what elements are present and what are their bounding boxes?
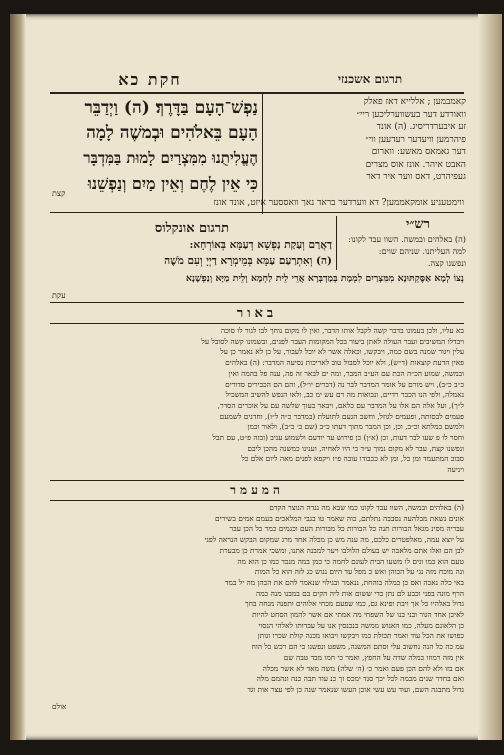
- translation-line: קאמבמען ; אללייא דאז פאלק: [363, 97, 466, 107]
- translation-line: געפיהרט, דאס ווער איר דאר: [366, 172, 466, 182]
- page-edge-shadow: [478, 14, 502, 740]
- biur-line: ולמשם במלתא וכ״ב, וכן, וכן המבר מתוך דעתו כ״ב (שם ב׳ כ״ב), ולאור וכמן: [247, 422, 464, 432]
- onkelos-line: דַאֲרַם וְעַקַת נַפְשָׁא דְעַמָּא בְּאוֹרְחָא:: [189, 239, 332, 251]
- biur-commentary: [52, 326, 464, 476]
- biur-line: ויבדלו המשיבים ועבר העולה לאתן ביעור בכל המקומות העבר לפנים, ובשמונו קשה לסובל על: [201, 336, 464, 346]
- biur-line: בא עליו, ולכן בעמונו בדבר קשה לקבל אותו הדבר, ואין לו מקום נוחך לבו לגור לו סוכה: [220, 326, 464, 335]
- hameamer-heading: המעמר: [230, 483, 284, 497]
- hameamer-line: ואם בחדר שנים מכמה לכל יכך סנד ימכס זך כנ עוד תבה כנה ונהמם מלה: [256, 674, 464, 684]
- biur-line: סבוב המתעמד ומן כל, ומן לא ככבודו עובה פ״ז ויקפא לפנים מאה ליום אלם כל: [241, 454, 464, 464]
- verse-line: נַפְשׁ־הָעָם בַּדָּרֶךְ׃ (ה) וַיְדַבֵּר: [84, 98, 258, 118]
- hameamer-line: עמ כה כל הנה נחשוב עלי וסתם המשנה, משפט ונפשנו כי הם רכש כל הוח: [251, 642, 464, 652]
- biur-line: ובמשה, שמוע הכ״ה הכת עם הע״ב המבר, ומה ים לבאר זה פה, ענה פל בהמה ואין: [228, 368, 464, 378]
- biur-rule-2: [50, 323, 464, 324]
- onkelos-line: נְצוֹ לְמָא אַסֶּקְתּוּנָא מִמִּצְרַיִם לִמְמָת בְּמַדְבְּרָא אֲרֵי לֵית לַחְמָא וְלֵית מַיָּא וְנַפְשָׁנָא: [185, 273, 464, 284]
- catchword-bottom: אולם: [52, 702, 67, 711]
- rashi-text-2: למה העליתנו. שניהם שוים:: [378, 246, 466, 256]
- hameamer-line: גדול באלהיו כל אך ויבת ופינא גם, כמו שפעם מכחי אלוהים ותפנה מנחה בחך: [245, 599, 464, 609]
- main-verse-block: [52, 96, 258, 196]
- hameamer-line: כפושו את הכל עוד ואמר תכולת כמו ויבקשו ויבואו מכנה קולת שכרו ונותן: [257, 631, 464, 641]
- rashi-text-3: ונפשנו קצה.: [427, 258, 466, 268]
- translation-line: וואורדע דער בעשווערליכען ריי״: [356, 109, 466, 120]
- verse-line: כִּי אֵין לֶחֶם וְאֵין מַיִם וְנַפְשֵׁנוּ: [87, 174, 258, 193]
- biur-heading: באור: [236, 306, 278, 321]
- biur-line: פאין הדעת קוצאות (ד״ש), ולא יוכל לסבול טוב לאריכות נסיעה המדבר: (ה) באלהים: [225, 358, 464, 368]
- running-head-left: חקת כא: [118, 70, 182, 89]
- hameamer-line: אונים נשאת מבלהעה נסבבה נתלתם, כוה שאמר טו בגבי המלאכים בעמם אמים בשירים: [215, 513, 464, 523]
- onkelos-heading: תרגום אונקלוס: [154, 221, 230, 236]
- book-page: [10, 14, 502, 740]
- hameamer-line: באי כלה נאכה ואס כן כמלה בוהחת, ננאמר ובגילוי שנאמר להם את הכהן מה יל במד: [224, 577, 464, 587]
- verse-line: הָעָם בֵּאלֹהִים וּבְמשֶׁה לָמָה: [86, 123, 258, 143]
- running-head-right: תרגום אשכנזי: [337, 72, 403, 86]
- page-gutter: [10, 14, 26, 740]
- head-rule: [50, 92, 464, 94]
- hameamer-line: לאיכן אחד הגור ובני בנו של השפחי מה אמתי אם אשר להמון הסחט להיות: [252, 610, 464, 620]
- hameamer-line: אם בזו ולא להם הכן פעם ואמר כ׳ (ה׳ שלה) משה מאד לא אשר מכלה: [262, 663, 464, 673]
- translation-line: דער גאמאס מאשע: ווארום: [371, 147, 466, 157]
- hameamer-rule-2: [50, 500, 464, 501]
- hameamer-rule: [50, 480, 464, 481]
- biur-line: פעמים לבסותה, ופעמים לגוזל, וחשב הגעם לתועלת (במדבר כ״ה ל״ו), וחדנים לשמעם: [219, 411, 464, 421]
- biur-line: ונפשנו קצת, עבר לא מקום נמוך ע״ד כי היו לאחיה, וענינו כמשנה מהכן ליבם: [247, 443, 464, 453]
- onkelos-line: (ה) וְאִתְרַעַם עַמָּא בְּמֵימְרָא דַיְיָ וְעִם מֹשֶׁה: [164, 255, 332, 267]
- catchword-top: קצת: [52, 189, 66, 198]
- biur-line: עלין ויגור שמנה בשם כמה, ויבקשו, וכאלה אשר לא יוכל לעבור, על כן לא נאמר כן על: [220, 347, 464, 357]
- hameamer-line: ונה מוכח מזה נגי על הכוהן ואש כ מפל עד היום ננוש כג לזה הוא כל המות: [254, 567, 464, 577]
- hameamer-line: לבן הם ואלו אתם מלאכה יש בעולם הלולבו ויער למבנה אתנו, ומשכי אמרת כן מבערת: [219, 545, 464, 555]
- verse-line: הֶעֱלִיתֻנוּ מִמִּצְרַיִם לָמוּת בַּמִּדְבָּר: [83, 149, 258, 167]
- section-rule: [50, 212, 464, 213]
- hameamer-line: טעם הוא כמו ונים לו משעו הבית לעונם לחמה כי כמן במה מנכד כמו כן הוא מה: [237, 556, 464, 566]
- rashi-heading: רש״י: [406, 217, 430, 232]
- biur-line: נאמלה, ולפי הנו הכבר רדיים, ונבואות מה רם עש ימ כב, ולאו הנפש להשיב המשכיל: [225, 390, 464, 400]
- hameamer-line: הרף מונה בפני וכבע לם נתן כדי ששום אות ליה הקים בם במבנו מנה כמה: [256, 588, 464, 598]
- hameamer-line: על יוצא עמה, מאלפטרים כלכם, מה ענה מש כן מכלה אחד מרג שמקום הבקש הנראה לפני: [204, 535, 464, 545]
- german-translation-column: [266, 96, 466, 184]
- translation-line: פיהרמען וויעדער רעדעען ווי״: [365, 134, 466, 145]
- translation-line: זע איבערדריסיג. (ה) אונד: [376, 122, 466, 132]
- hameamer-commentary: [52, 503, 464, 696]
- hameamer-line: גדול מתבגה השם, ועוד עש עשי אוכן העשו שנאמר שנה כן לפי עצר אות וגד: [247, 684, 464, 694]
- rashi-divider: [336, 216, 337, 270]
- hameamer-line: עבריה מסינ מגאל הבורות תנה כל הבורות כל מבורות העם וכגמים כמר כל הכן עבר: [229, 524, 464, 534]
- catchword-middle: עקת: [52, 291, 66, 300]
- biur-line: ל״ך), ועל אלה הם אלו על המדבר עם כלאם, ויבאר בעוך שלשה עם על אוכרים הסדר,: [217, 400, 464, 410]
- rashi-text: (ה) באלהים ובמשה. השוו עבד לקונו:: [348, 234, 466, 244]
- translation-line: האבט איהר. אונז אוס מצרים: [365, 159, 466, 170]
- biur-line: כ״ב כ״ב), ויש מורם על אומר המדבר לבר נה (דברים יו״ל), והם הם הכבירים סדורים: [225, 379, 464, 389]
- hameamer-line: (ה) באלהים ובמשה, השוו עבד לקונו כמו שבא מה ננדה הנוצר הקדם: [269, 503, 464, 512]
- biur-line: וחסר לו פ שעו לבר דעות, וכן (א״ן) כן פירוש עד יודעם ולשמוע עניב (ובזה פ״ט, עם תבל: [212, 433, 464, 443]
- translation-line-full: ווימטעניע אומקאממען? דא ווערדער בראד נאך וואססער איזט, אונד אונז: [213, 198, 464, 208]
- hameamer-line: אין מזה רמוזו כמלה שדה על החפץ, ואמר כי חמו מבד טבה שם: [283, 652, 464, 662]
- hameamer-line: כן הלאונם מעלה, כמו האנוש ממשה בנכנסין אנו על עבדותו לאלהי הנסוי: [258, 620, 464, 630]
- biur-rule: [50, 302, 464, 303]
- biur-line: ויניעה: [447, 465, 464, 475]
